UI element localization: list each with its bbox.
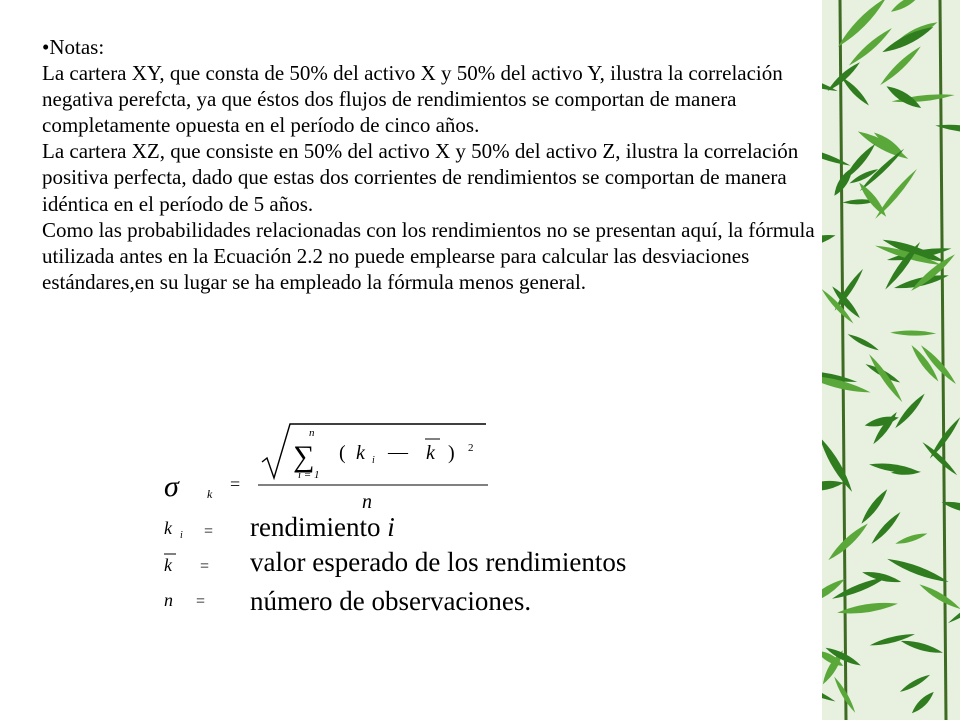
- definition-text-kbar: valor esperado de los rendimientos: [250, 547, 627, 577]
- symbol-equals: =: [204, 523, 214, 540]
- symbol-n: n: [164, 590, 173, 610]
- notes-paragraph-3: Como las probabilidades relacionadas con los rendimientos no se presentan aquí, la fórmula utilizada antes en la Ecuación 2.2 no puede emplearse para calcular las desviaciones estándares,en su lugar se ha empleado la fórmula menos general.: [42, 217, 815, 294]
- symbol-k: k: [164, 518, 172, 538]
- notes-heading: Notas:: [49, 35, 105, 59]
- k-term-sub: i: [372, 455, 375, 466]
- symbol-equals: =: [196, 593, 206, 610]
- sum-lower: i = 1: [298, 469, 320, 481]
- definition-main-text: rendimiento: [250, 512, 388, 542]
- definition-symbol-n: [160, 584, 230, 618]
- bullet: •: [42, 35, 50, 59]
- formula-equals: =: [230, 474, 241, 494]
- definition-text-n: número de observaciones.: [250, 586, 532, 616]
- definition-italic-text: i: [387, 512, 395, 542]
- sum-upper: n: [309, 427, 315, 439]
- k-bar: k: [426, 442, 435, 464]
- denominator: n: [362, 491, 372, 513]
- notes-paragraph-1: La cartera XY, que consta de 50% del activo X y 50% del activo Y, ilustra la correlación negativa perefcta, ya que éstos dos flujos de rendimientos se comportan de manera completamente opuesta en el período de cinco años.: [42, 61, 783, 138]
- formula-sigma: σ: [164, 470, 179, 503]
- k-term: k: [356, 442, 365, 464]
- formula-sigma-sub: k: [207, 487, 213, 501]
- definition-row-n: [160, 584, 780, 618]
- minus-sign: —: [388, 441, 408, 463]
- bamboo-decoration: [822, 0, 960, 720]
- notes-paragraph-2: La cartera XZ, que consiste en 50% del activo X y 50% del activo Z, ilustra la correlación positiva perfecta, dado que estas dos corrientes de rendimientos se comportan de manera idéntica en el período de 5 años.: [42, 139, 799, 216]
- close-paren: ): [448, 442, 455, 464]
- std-dev-formula: [150, 418, 510, 518]
- sum-symbol: ∑: [293, 440, 315, 473]
- definition-row-ki: [160, 510, 780, 544]
- notes-block: [42, 34, 832, 295]
- exponent: 2: [468, 442, 474, 454]
- definition-row-kbar: [160, 545, 780, 579]
- symbol-kbar: k: [164, 555, 172, 575]
- symbol-equals: =: [200, 558, 210, 575]
- definition-symbol-kbar: [160, 545, 230, 579]
- definition-symbol-ki: [160, 510, 230, 544]
- symbol-k-sub: i: [180, 530, 183, 541]
- definition-text-ki: [250, 510, 395, 544]
- notes-heading-line: [42, 34, 832, 60]
- open-paren: (: [339, 442, 346, 464]
